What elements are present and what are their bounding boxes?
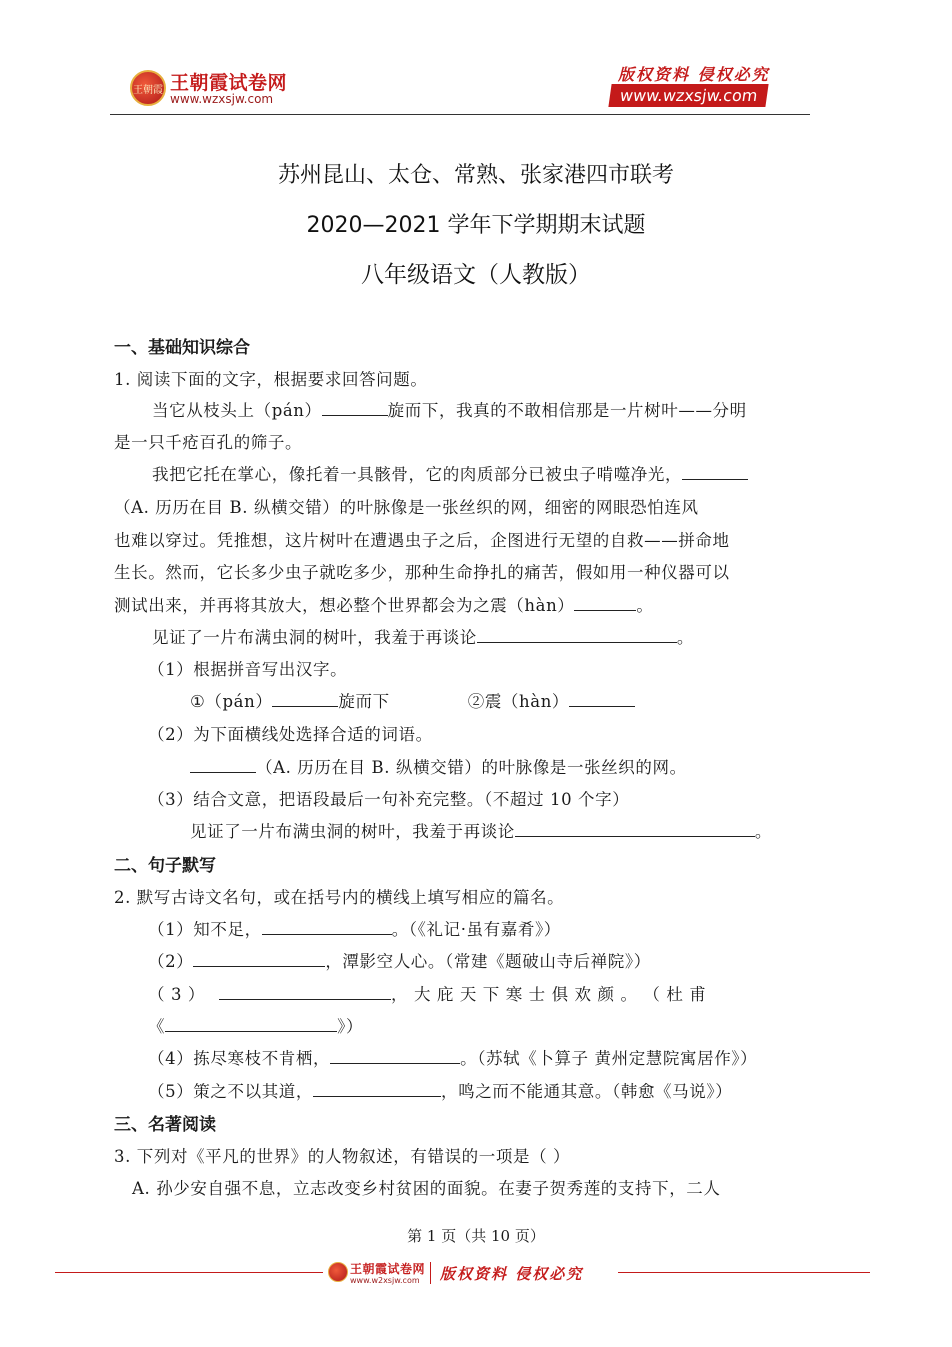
item-text: ， 大 庇 天 下 寒 士 俱 欢 颜 。 （ 杜 甫 [391, 985, 707, 1004]
recitation-item [148, 1013, 363, 1037]
passage-text: 见证了一片布满虫洞的树叶，我羞于再谈论 [152, 628, 477, 647]
item-text: 。 [754, 822, 773, 841]
section-heading-2: 二、句子默写 [114, 856, 216, 876]
footer-copyright: 版权资料 侵权必究 [440, 1265, 584, 1283]
brand-url: www.wzxsjw.com [170, 92, 274, 106]
answer-blank[interactable] [515, 822, 755, 837]
recitation-item [148, 1078, 732, 1102]
copyright-notice: 版权资料 侵权必究 [618, 65, 770, 84]
site-logo [130, 70, 166, 106]
sub-question-3-line [190, 818, 772, 842]
passage-text: 。 [636, 596, 654, 615]
section-heading-3: 三、名著阅读 [114, 1115, 216, 1135]
answer-blank[interactable] [322, 401, 388, 416]
recitation-item [148, 948, 651, 972]
passage-line: （A. 历历在目 B. 纵横交错）的叶脉像是一张丝织的网，细密的网眼恐怕连风 [114, 498, 699, 517]
item-text: （ 3 ） [148, 985, 205, 1004]
passage-line: 生长。然而，它长多少虫子就吃多少，那种生命挣扎的痛苦，假如用一种仪器可以 [114, 563, 730, 582]
answer-blank[interactable] [330, 1049, 460, 1064]
item-text: 《 [148, 1017, 166, 1036]
exam-title-line2: 2020—2021 学年下学期期末试题 [306, 213, 646, 238]
item-text: （1）知不足， [148, 920, 262, 939]
item-text: 旋而下 [338, 692, 390, 711]
answer-option-a[interactable]: A. 孙少安自强不息，立志改变乡村贫困的面貌。在妻子贺秀莲的支持下，二人 [132, 1179, 721, 1198]
answer-blank[interactable] [193, 952, 325, 967]
sub-question-1-items [190, 688, 635, 712]
passage-line [152, 624, 694, 648]
item-text: 》） [337, 1017, 364, 1036]
passage-line [152, 397, 747, 421]
item-text: （A. 历历在目 B. 纵横交错）的叶脉像是一张丝织的网。 [256, 758, 687, 777]
answer-blank[interactable] [190, 758, 256, 773]
item-text: 。（《礼记·虽有嘉肴》） [391, 920, 561, 939]
item-text: （4）拣尽寒枝不肯栖， [148, 1049, 331, 1068]
footer-brand-url: www.w2xsjw.com [350, 1276, 420, 1285]
footer-logo [328, 1262, 348, 1282]
sub-question-3: （3）结合文意，把语段最后一句补充完整。（不超过 10 个字） [148, 790, 630, 809]
answer-blank[interactable] [574, 596, 636, 611]
passage-text: 我把它托在掌心，像托着一具骸骨，它的肉质部分已被虫子啃噬净光， [152, 465, 683, 484]
site-url-banner[interactable]: www.wzxsjw.com [608, 84, 769, 107]
footer-divider-right [618, 1272, 870, 1273]
sub-question-2: （2）为下面横线处选择合适的词语。 [148, 725, 433, 744]
passage-text: 当它从枝头上（pán） [152, 401, 322, 420]
recitation-item [148, 916, 561, 940]
item-text: ②震（hàn） [467, 692, 570, 711]
item-text: ，鸣之而不能通其意。（韩愈《马说》） [441, 1082, 733, 1101]
answer-blank[interactable] [165, 1017, 337, 1032]
answer-blank[interactable] [272, 692, 338, 707]
footer-separator [430, 1262, 431, 1284]
brand-name: 王朝霞试卷网 [170, 72, 288, 94]
item-text: （5）策之不以其道， [148, 1082, 313, 1101]
answer-blank[interactable] [313, 1082, 441, 1097]
sub-question-2-line [190, 754, 687, 778]
item-text: （2） [148, 952, 194, 971]
recitation-item [148, 981, 706, 1005]
recitation-item [148, 1045, 757, 1069]
logo-text: 王朝霞 [133, 84, 163, 96]
footer-divider-left [55, 1272, 323, 1273]
page-number: 第 1 页（共 10 页） [407, 1227, 545, 1245]
passage-line: 是一只千疮百孔的筛子。 [114, 433, 303, 452]
question-1-stem: 1. 阅读下面的文字，根据要求回答问题。 [114, 370, 428, 389]
answer-blank[interactable] [569, 692, 635, 707]
item-text: ，潭影空人心。（常建《题破山寺后禅院》） [325, 952, 651, 971]
item-text: 见证了一片布满虫洞的树叶，我羞于再谈论 [190, 822, 515, 841]
header-divider [110, 114, 810, 115]
item-text: 。（苏轼《卜算子 黄州定慧院寓居作》） [460, 1049, 758, 1068]
passage-text: 旋而下，我真的不敢相信那是一片树叶——分明 [387, 401, 747, 420]
passage-line [152, 461, 748, 485]
sub-question-1: （1）根据拼音写出汉字。 [148, 660, 348, 679]
answer-blank[interactable] [219, 985, 391, 1000]
answer-blank[interactable] [262, 920, 392, 935]
passage-line [114, 592, 654, 616]
answer-blank[interactable] [682, 465, 748, 480]
answer-blank[interactable] [477, 628, 677, 643]
item-text: ①（pán） [190, 692, 273, 711]
question-3-stem: 3. 下列对《平凡的世界》的人物叙述，有错误的一项是（ ） [114, 1147, 571, 1166]
exam-title-line1: 苏州昆山、太仓、常熟、张家港四市联考 [277, 163, 674, 188]
passage-text: 。 [676, 628, 695, 647]
section-heading-1: 一、基础知识综合 [114, 338, 250, 358]
passage-text: 测试出来，并再将其放大，想必整个世界都会为之震（hàn） [114, 596, 575, 615]
passage-line: 也难以穿过。凭推想，这片树叶在遭遇虫子之后，企图进行无望的自救——拼命地 [114, 531, 730, 550]
question-2-stem: 2. 默写古诗文名句，或在括号内的横线上填写相应的篇名。 [114, 888, 565, 907]
exam-title-line3: 八年级语文（人教版） [361, 262, 591, 288]
footer-brand-name: 王朝霞试卷网 [350, 1262, 426, 1276]
